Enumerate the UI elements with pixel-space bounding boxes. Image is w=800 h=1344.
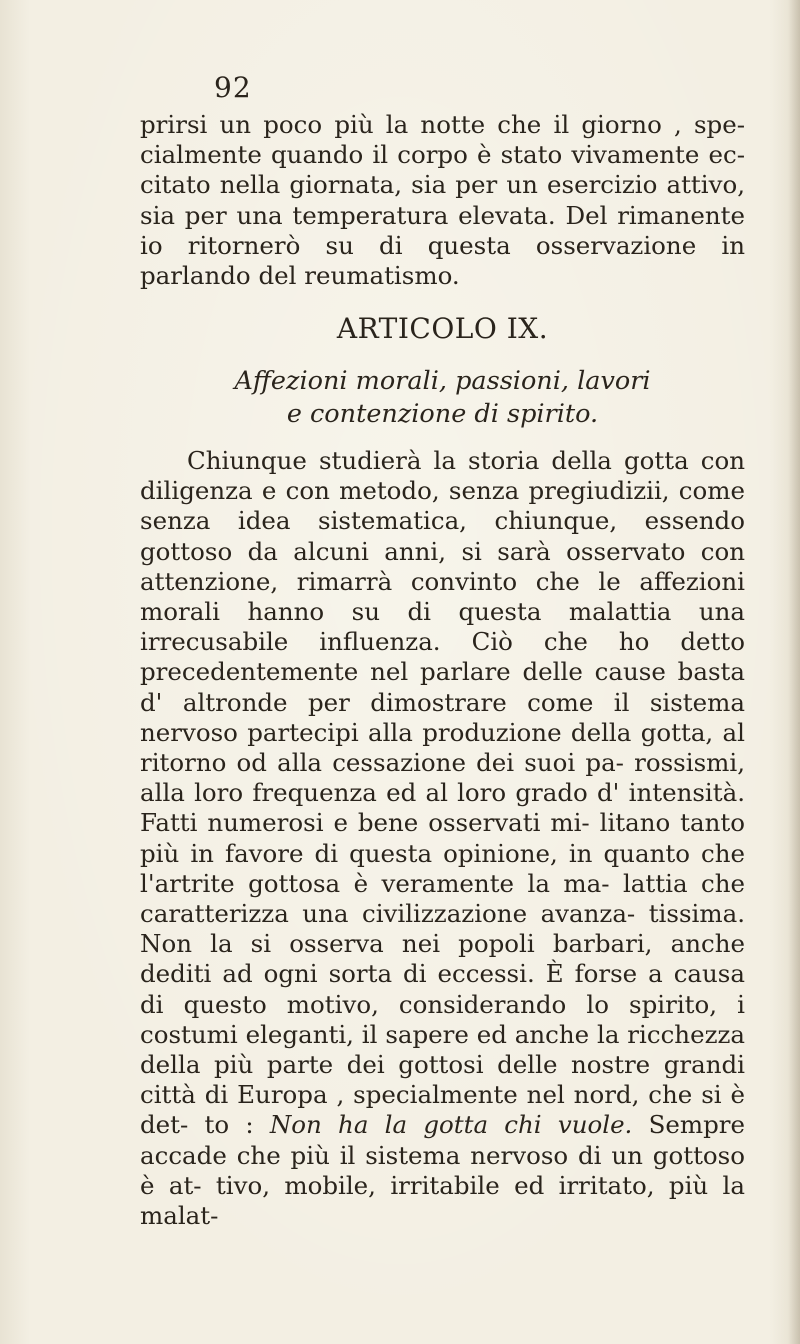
main-paragraph-continuation: Sempre accade che più il sistema nervoso di un gottoso è at- tivo, mobile, irritabile ed irritato, più la malat- — [140, 1110, 746, 1231]
top-paragraph-block — [140, 110, 745, 291]
main-paragraph — [140, 446, 745, 1231]
subheading-line-2: e contenzione di spirito. — [286, 399, 599, 429]
article-subheading — [140, 365, 745, 431]
main-paragraph-text: Chiunque studierà la storia della gotta con diligenza e con metodo, senza pregiudizii, come senza idea sistematica, chiunque, essendo gottoso da alcuni anni, si sarà osservato con attenzione, rimarrà convinto che le affezioni morali hanno su di questa malattia una irrecusabile influenza. Ciò che ho detto precedentemente nel parlare delle cause basta d' altronde per dimostrare come il sistema nervoso partecipi alla produzione della gotta, al ritorno od alla cessazione dei suoi pa- rossismi, alla loro frequenza ed al loro grado d' intensità. Fatti numerosi e bene osservati mi- litano tanto più in favore di questa opinione, in quanto che l'artrite gottosa è veramente la ma- lattia che caratterizza una civilizzazione avanza- tissima. Non la si osserva nei popoli barbari, anche dediti ad ogni sorta di eccessi. È forse a causa di questo motivo, considerando lo spirito, i costumi eleganti, il sapere ed anche la ricchezza della più parte dei gottosi delle nostre grandi città di Europa , specialmente nel nord, che si è det- to : — [140, 446, 745, 1140]
italic-quote: Non ha la gotta chi vuole. — [269, 1110, 633, 1140]
page-edge-shadow — [788, 0, 800, 1344]
subheading-line-1: Affezioni morali, passioni, lavori — [234, 366, 651, 396]
article-heading: ARTICOLO IX. — [336, 312, 549, 345]
page-number: 92 — [214, 71, 252, 104]
main-paragraph-block — [140, 446, 745, 1231]
top-paragraph: prirsi un poco più la notte che il giorno , spe- cialmente quando il corpo è stato vivamente ec- citato nella giornata, sia per un esercizio attivo, sia per una temperatura elevata. Del rimanente io ritornerò su di questa osservazione in parlando del reumatismo. — [140, 110, 745, 291]
